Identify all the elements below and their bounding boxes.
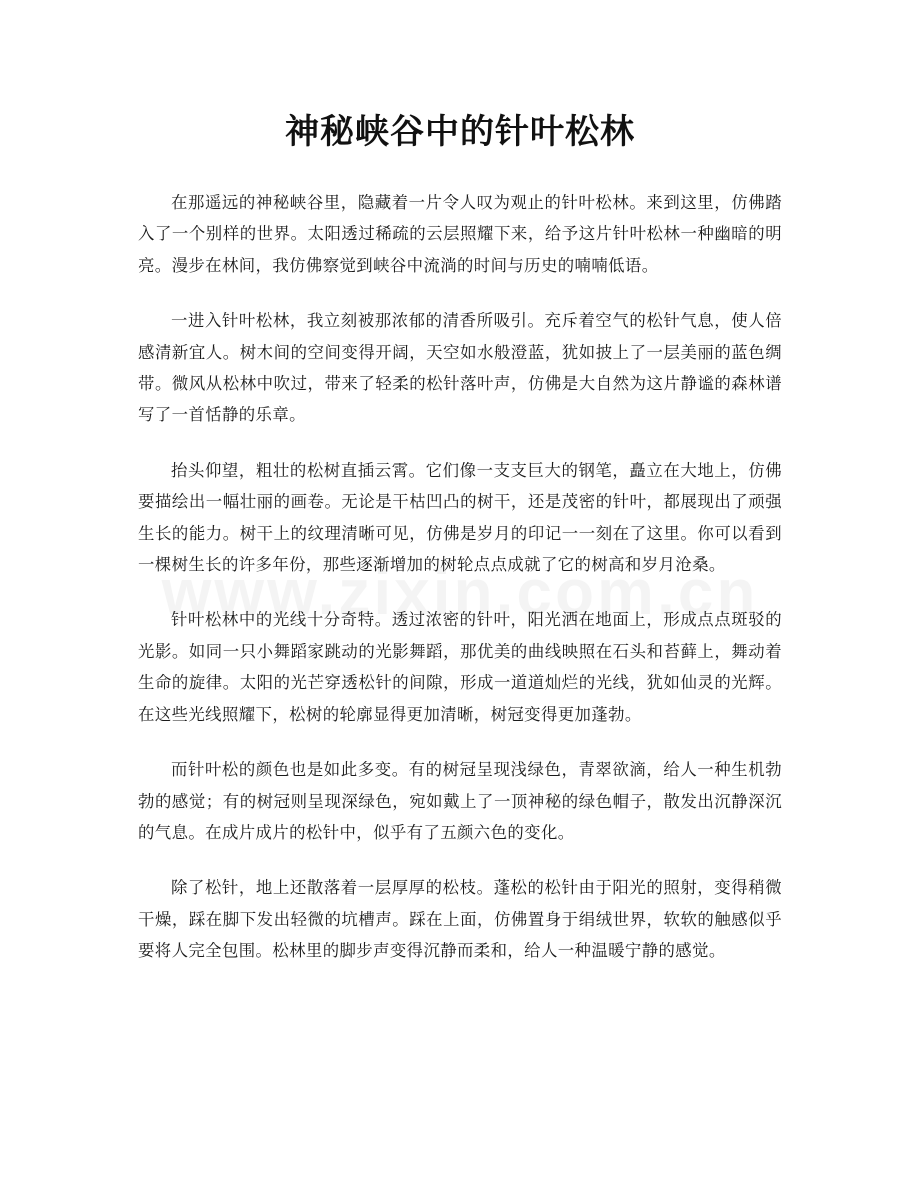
paragraph-1: 在那遥远的神秘峡谷里，隐藏着一片令人叹为观止的针叶松林。来到这里，仿佛踏入了一个别样的世界。太阳透过稀疏的云层照耀下来，给予这片针叶松林一种幽暗的明亮。漫步在林间，我仿佛察觉到峡谷中流淌的时间与历史的喃喃低语。	[138, 193, 782, 275]
document-title: 神秘峡谷中的针叶松林	[285, 112, 635, 152]
document-body	[138, 187, 782, 967]
paragraph-3: 抬头仰望，粗壮的松树直插云霄。它们像一支支巨大的钢笔，矗立在大地上，仿佛要描绘出一幅壮丽的画卷。无论是干枯凹凸的树干，还是茂密的针叶，都展现出了顽强生长的能力。树干上的纹理清晰可见，仿佛是岁月的印记一一刻在了这里。你可以看到一棵树生长的许多年份，那些逐渐增加的树轮点点成就了它的树高和岁月沧桑。	[138, 460, 782, 575]
paragraph-5: 而针叶松的颜色也是如此多变。有的树冠呈现浅绿色，青翠欲滴，给人一种生机勃勃的感觉；有的树冠则呈现深绿色，宛如戴上了一顶神秘的绿色帽子，散发出沉静深沉的气息。在成片成片的松针中，似乎有了五颜六色的变化。	[138, 760, 782, 842]
paragraph-2: 一进入针叶松林，我立刻被那浓郁的清香所吸引。充斥着空气的松针气息，使人倍感清新宜人。树木间的空间变得开阔，天空如水般澄蓝，犹如披上了一层美丽的蓝色绸带。微风从松林中吹过，带来了轻柔的松针落叶声，仿佛是大自然为这片静谧的森林谱写了一首恬静的乐章。	[138, 311, 782, 425]
paragraph-4: 针叶松林中的光线十分奇特。透过浓密的针叶，阳光洒在地面上，形成点点斑驳的光影。如同一只小舞蹈家跳动的光影舞蹈，那优美的曲线映照在石头和苔藓上，舞动着生命的旋律。太阳的光芒穿透松针的间隙，形成一道道灿烂的光线，犹如仙灵的光辉。在这些光线照耀下，松树的轮廓显得更加清晰，树冠变得更加蓬勃。	[138, 610, 782, 724]
paragraph-6: 除了松针，地上还散落着一层厚厚的松枝。蓬松的松针由于阳光的照射，变得稍微干燥，踩在脚下发出轻微的坑槽声。踩在上面，仿佛置身于绢绒世界，软软的触感似乎要将人完全包围。松林里的脚步声变得沉静而柔和，给人一种温暖宁静的感觉。	[138, 878, 782, 961]
